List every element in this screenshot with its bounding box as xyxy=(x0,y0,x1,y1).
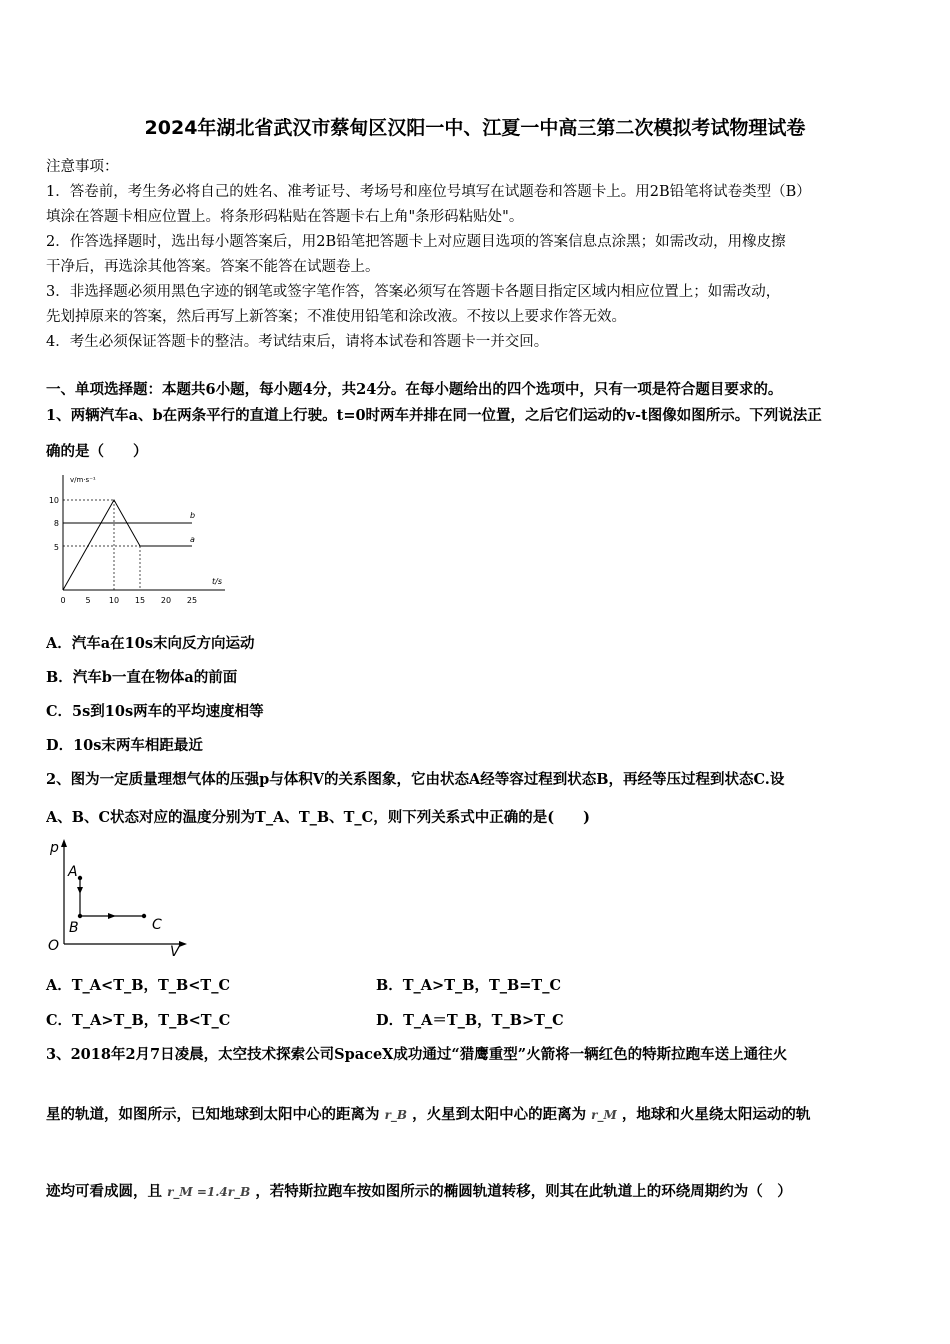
q2-option-c: C．T_A>T_B，T_B<T_C xyxy=(46,1012,231,1029)
vt-ytick: 5 xyxy=(53,543,59,552)
pv-p-label: p xyxy=(50,840,59,856)
q3-rm-symbol: r_M xyxy=(591,1108,617,1122)
pv-label-b: B xyxy=(69,920,79,936)
vt-label-a: a xyxy=(190,535,195,544)
vt-line-a xyxy=(63,500,192,590)
q3-text: ，火星到太阳中心的距离为 xyxy=(412,1106,587,1123)
vt-label-b: b xyxy=(190,511,196,520)
notice-line: 1．答卷前，考生务必将自己的姓名、准考证号、考场号和座位号填写在试题卷和答题卡上。用2B铅笔将试卷类型（B） xyxy=(46,184,811,200)
vt-graph xyxy=(40,470,240,610)
q3-text: ，若特斯拉跑车按如图所示的椭圆轨道转移，则其在此轨道上的环绕周期约为（ ） xyxy=(255,1183,792,1200)
q1-option-b: B．汽车b一直在物体a的前面 xyxy=(46,669,238,686)
notice-line: 3．非选择题必须用黑色字迹的钢笔或签字笔作答，答案必须写在答题卡各题目指定区域内相应位置上；如需改动， xyxy=(46,284,781,300)
q1-option-c: C．5s到10s两车的平均速度相等 xyxy=(46,703,264,720)
q3-formula: r_M =1.4r_B xyxy=(167,1185,251,1199)
vt-xtick: 10 xyxy=(108,596,120,605)
vt-xtick: 20 xyxy=(160,596,172,605)
q2-option-b: B．T_A>T_B，T_B=T_C xyxy=(376,977,562,994)
q3-text: 星的轨道，如图所示，已知地球到太阳中心的距离为 xyxy=(46,1106,380,1123)
pv-label-c: C xyxy=(152,917,162,933)
vt-ylabel: v/m·s⁻¹ xyxy=(70,476,96,484)
vt-xtick: 5 xyxy=(85,596,91,605)
pv-y-arrow xyxy=(61,839,67,847)
q3-rb-symbol: r_B xyxy=(384,1108,408,1122)
q1-option-a: A．汽车a在10s末向反方向运动 xyxy=(46,635,255,652)
pv-arrow-bc xyxy=(108,913,116,919)
question-1-stem: 1、两辆汽车a、b在两条平行的直道上行驶。t=0时两车并排在同一位置，之后它们运动的v-t图像如图所示。下列说法正 xyxy=(46,407,822,424)
notice-line: 干净后，再选涂其他答案。答案不能答在试题卷上。 xyxy=(46,259,380,275)
vt-xtick: 0 xyxy=(60,596,66,605)
section-heading: 一、单项选择题：本题共6小题，每小题4分，共24分。在每小题给出的四个选项中，只有一项是符合题目要求的。 xyxy=(46,381,783,398)
pv-point-b xyxy=(78,914,82,918)
question-3-stem: 3、2018年2月7日凌晨，太空技术探索公司SpaceX成功通过“猎鹰重型”火箭将一辆红色的特斯拉跑车送上通往火 xyxy=(46,1046,788,1063)
notice-heading: 注意事项： xyxy=(46,159,119,175)
vt-ytick: 8 xyxy=(53,519,59,528)
notice-line: 4．考生必须保证答题卡的整洁。考试结束后，请将本试卷和答题卡一并交回。 xyxy=(46,334,549,350)
vt-xlabel: t/s xyxy=(212,577,222,586)
vt-xtick: 25 xyxy=(186,596,198,605)
pv-point-c xyxy=(142,914,146,918)
q3-text: 迹均可看成圆，且 xyxy=(46,1183,162,1200)
q2-option-a: A．T_A<T_B，T_B<T_C xyxy=(46,977,231,994)
vt-ytick: 10 xyxy=(48,496,59,505)
notice-line: 2．作答选择题时，选出每小题答案后，用2B铅笔把答题卡上对应题目选项的答案信息点涂黑；如需改动，用橡皮擦 xyxy=(46,234,786,250)
q1-option-d: D．10s末两车相距最近 xyxy=(46,737,203,754)
pv-label-a: A xyxy=(68,864,78,880)
question-2-stem: 2、图为一定质量理想气体的压强p与体积V的关系图象，它由状态A经等容过程到状态B，再经等压过程到状态C.设 xyxy=(46,771,785,788)
question-1-stem-cont: 确的是（ ） xyxy=(46,443,148,460)
question-3-stem-cont2 xyxy=(46,1180,916,1201)
q3-text: ，地球和火星绕太阳运动的轨 xyxy=(621,1106,811,1123)
question-3-stem-cont xyxy=(46,1103,916,1124)
page-title: 2024年湖北省武汉市蔡甸区汉阳一中、江夏一中高三第二次模拟考试物理试卷 xyxy=(144,117,806,139)
pv-origin-label: O xyxy=(48,938,60,954)
pv-arrow-ab xyxy=(77,887,83,894)
notice-line: 填涂在答题卡相应位置上。将条形码粘贴在答题卡右上角"条形码粘贴处"。 xyxy=(46,209,524,225)
notice-line: 先划掉原来的答案，然后再写上新答案；不准使用铅笔和涂改液。不按以上要求作答无效。 xyxy=(46,309,626,325)
q2-option-d: D．T_A＝T_B，T_B>T_C xyxy=(376,1012,564,1029)
pv-x-arrow xyxy=(179,941,187,947)
pv-point-a xyxy=(78,876,82,880)
question-2-stem-cont: A、B、C状态对应的温度分别为T_A、T_B、T_C，则下列关系式中正确的是( ) xyxy=(46,809,590,826)
pv-v-label: V xyxy=(170,944,180,960)
pv-graph xyxy=(44,836,194,960)
vt-xtick: 15 xyxy=(134,596,146,605)
